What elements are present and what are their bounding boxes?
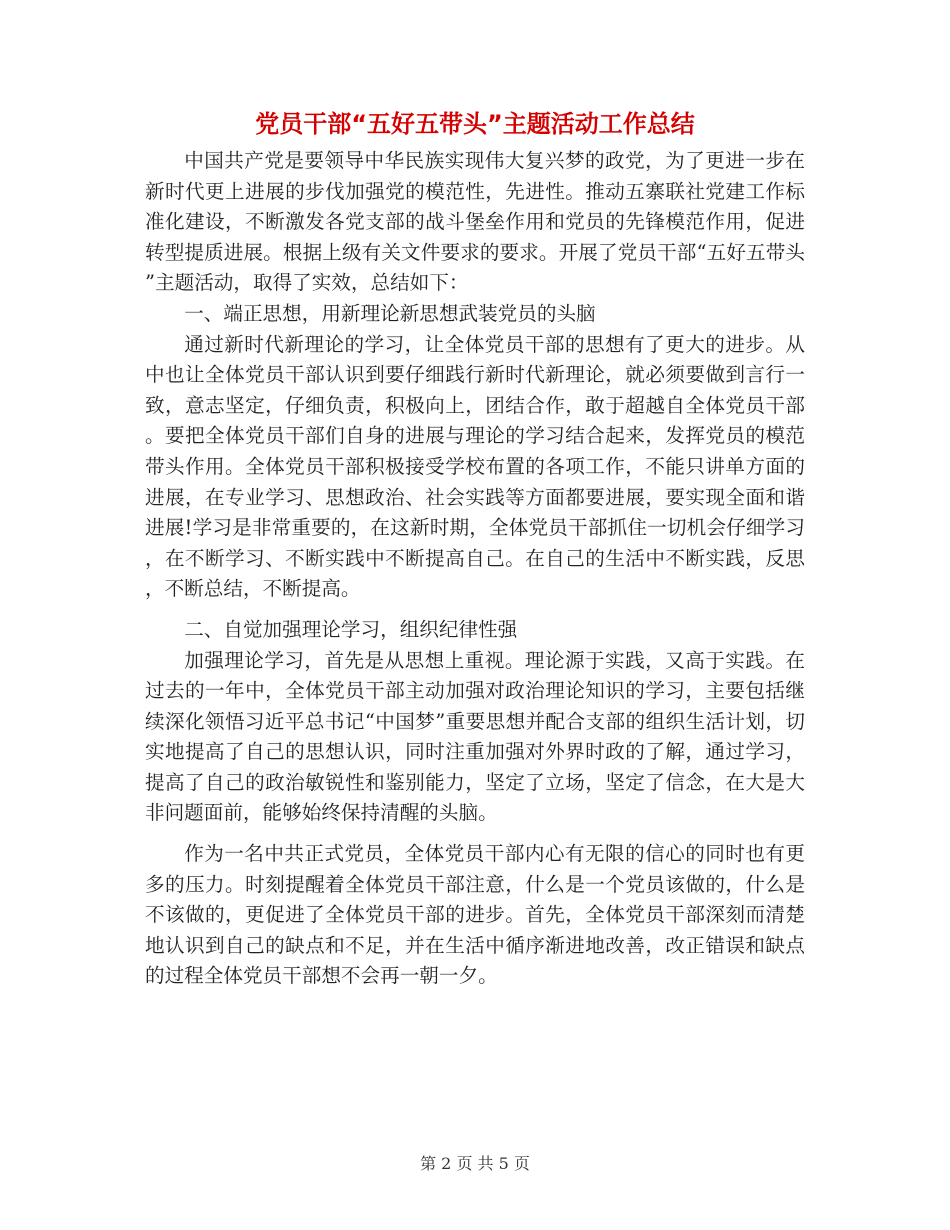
- section-heading-2: 二、自觉加强理论学习，组织纪律性强: [184, 617, 518, 641]
- paragraph-section-1: 通过新时代新理论的学习，让全体党员干部的思想有了更大的进步。从中也让全体党员干部认识到要仔细践行新时代新理论，就必须要做到言行一致，意志坚定，仔细负责，积极向上，团结合作，敢于超越自全体党员干部。要把全体党员干部们自身的进展与理论的学习结合起来，发挥党员的模范带头作用。全体党员干部积极接受学校布置的各项工作，不能只讲单方面的进展，在专业学习、思想政治、社会实践等方面都要进展，要实现全面和谐进展!学习是非常重要的，在这新时期，全体党员干部抓住一切机会仔细学习，在不断学习、不断实践中不断提高自己。在自己的生活中不断实践，反思，不断总结，不断提高。: [145, 332, 805, 601]
- document-title: 党员干部“五好五带头”主题活动工作总结: [255, 110, 695, 138]
- section-heading-1: 一、端正思想，用新理论新思想武装党员的头脑: [184, 301, 596, 325]
- paragraph-section-2: 加强理论学习，首先是从思想上重视。理论源于实践，又高于实践。在过去的一年中，全体党员干部主动加强对政治理论知识的学习，主要包括继续深化领悟习近平总书记“中国梦”重要思想并配合支部的组织生活计划，切实地提高了自己的思想认识，同时注重加强对外界时政的了解，通过学习，提高了自己的政治敏锐性和鉴别能力，坚定了立场，坚定了信念，在大是大非问题面前，能够始终保持清醒的头脑。: [145, 648, 805, 825]
- paragraph-section-2-continued: 作为一名中共正式党员，全体党员干部内心有无限的信心的同时也有更多的压力。时刻提醒着全体党员干部注意，什么是一个党员该做的，什么是不该做的，更促进了全体党员干部的进步。首先，全体党员干部深刻而清楚地认识到自己的缺点和不足，并在生活中循序渐进地改善，改正错误和缺点的过程全体党员干部想不会再一朝一夕。: [145, 842, 805, 988]
- page-number-footer: 第 2 页 共 5 页: [420, 1154, 530, 1173]
- paragraph-intro: 中国共产党是要领导中华民族实现伟大复兴梦的政党，为了更进一步在新时代更上进展的步伐加强党的模范性，先进性。推动五寨联社党建工作标准化建设，不断激发各党支部的战斗堡垒作用和党员的先锋模范作用，促进转型提质进展。根据上级有关文件要求的要求。开展了党员干部“五好五带头”主题活动，取得了实效，总结如下：: [145, 149, 805, 295]
- document-body: [145, 146, 805, 992]
